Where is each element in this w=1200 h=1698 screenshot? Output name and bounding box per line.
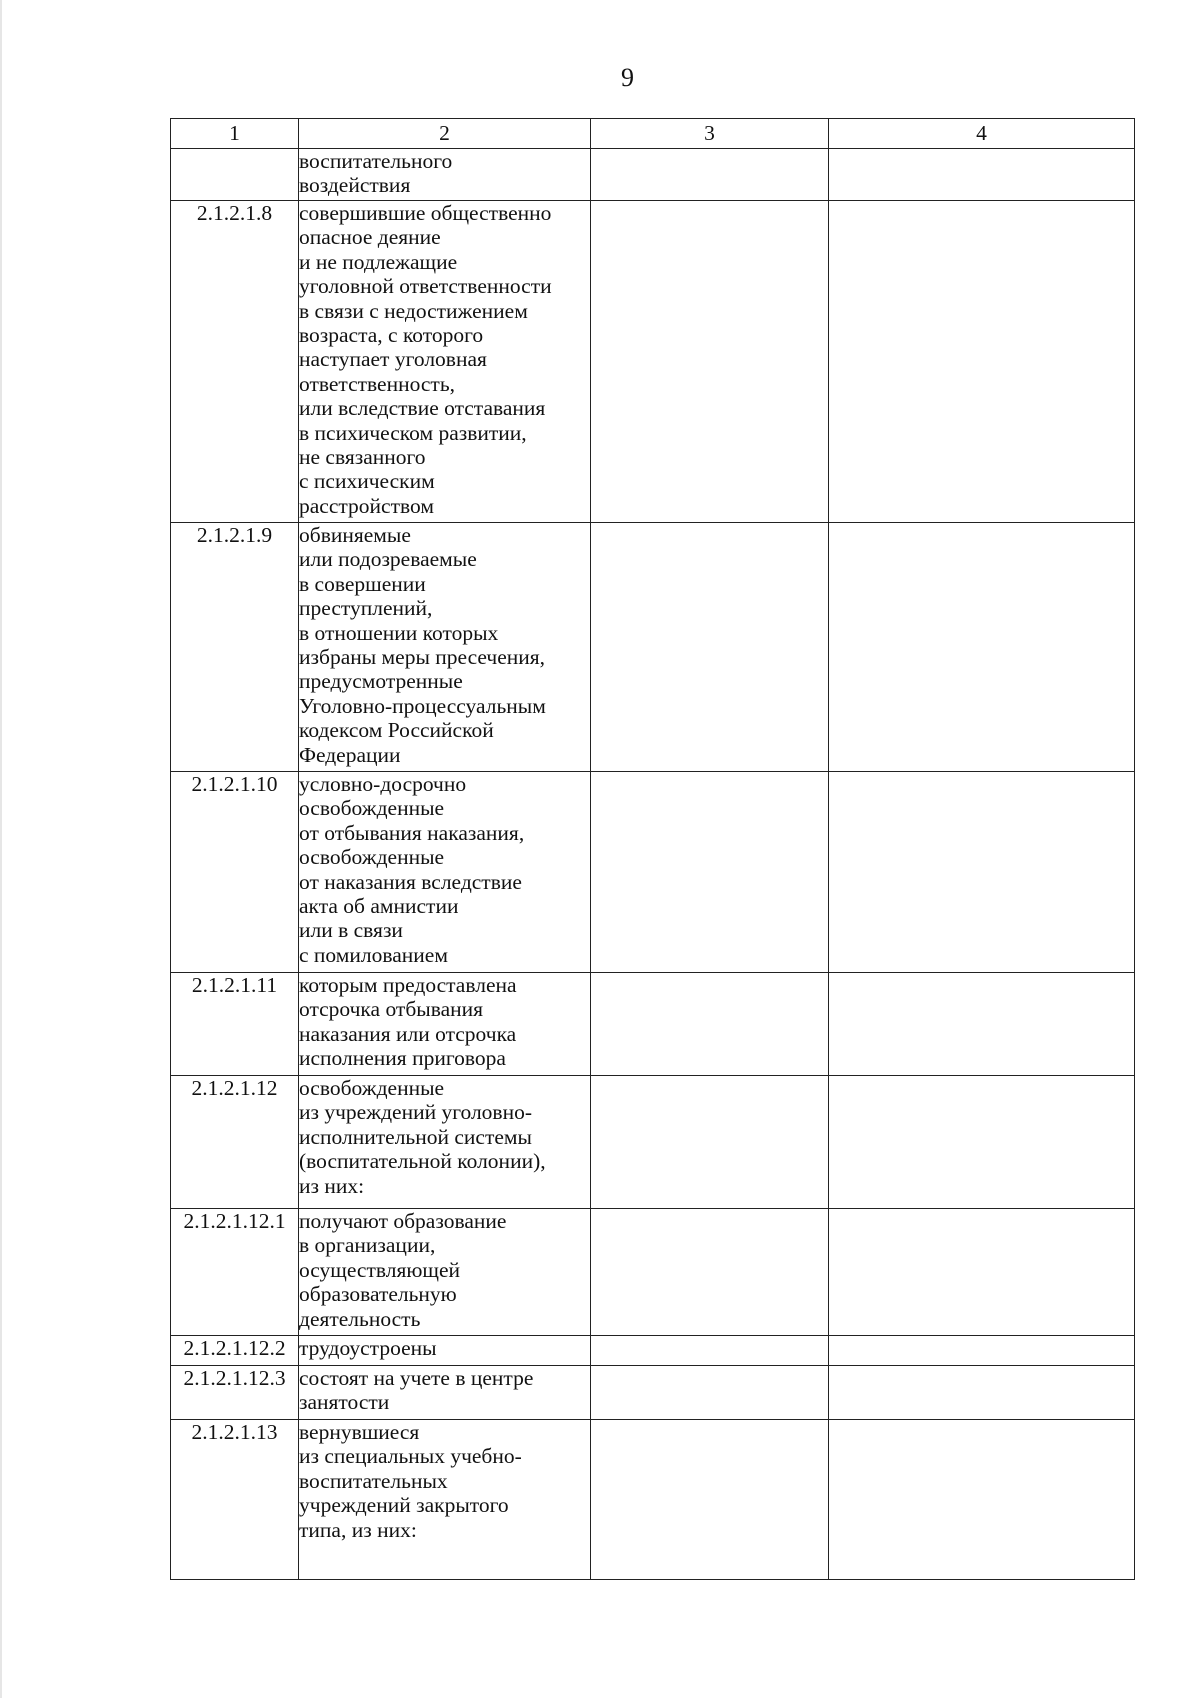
table-row [171,1209,1135,1336]
row-description: состоят на учете в центре занятости [299,1366,591,1420]
row-col-3 [591,1420,829,1580]
row-col-4 [829,1420,1135,1580]
table-row [171,772,1135,973]
row-number: 2.1.2.1.12.1 [171,1209,299,1336]
row-number: 2.1.2.1.12 [171,1076,299,1209]
header-col-2: 2 [299,119,591,149]
row-col-3 [591,201,829,523]
row-number [171,149,299,201]
document-table [170,118,1135,1580]
row-number: 2.1.2.1.12.3 [171,1366,299,1420]
row-description: получают образование в организации, осуществляющей образовательную деятельность [299,1209,591,1336]
row-col-4 [829,1209,1135,1336]
page-number: 9 [621,63,634,92]
row-number: 2.1.2.1.13 [171,1420,299,1580]
row-number: 2.1.2.1.8 [171,201,299,523]
row-description: условно-досрочно освобожденные от отбывания наказания, освобожденные от наказания вследствие акта об амнистии или в связи с помилованием [299,772,591,973]
row-col-3 [591,1366,829,1420]
row-col-3 [591,973,829,1076]
row-col-4 [829,1076,1135,1209]
header-col-3: 3 [591,119,829,149]
row-col-3 [591,1336,829,1366]
row-number: 2.1.2.1.10 [171,772,299,973]
table-row [171,201,1135,523]
row-number: 2.1.2.1.9 [171,523,299,772]
row-description: обвиняемые или подозреваемые в совершении преступлений, в отношении которых избраны меры пресечения, предусмотренные Уголовно-процессуальным кодексом Российской Федерации [299,523,591,772]
row-col-4 [829,772,1135,973]
table-row [171,523,1135,772]
row-description: которым предоставлена отсрочка отбывания наказания или отсрочка исполнения приговора [299,973,591,1076]
row-col-4 [829,1366,1135,1420]
row-col-4 [829,201,1135,523]
row-col-3 [591,149,829,201]
row-description: воспитательного воздействия [299,149,591,201]
row-col-4 [829,973,1135,1076]
table-row [171,1076,1135,1209]
table-row [171,1366,1135,1420]
table-row [171,973,1135,1076]
row-description: совершившие общественно опасное деяние и не подлежащие уголовной ответственности в связи с недостижением возраста, с которого наступает уголовная ответственность, или вследствие отставания в психическом развитии, не связанного с психическим расстройством [299,201,591,523]
row-col-3 [591,523,829,772]
table-row [171,149,1135,201]
row-description: освобожденные из учреждений уголовно- исполнительной системы (воспитательной колонии), из них: [299,1076,591,1209]
row-description: вернувшиеся из специальных учебно- воспитательных учреждений закрытого типа, из них: [299,1420,591,1580]
row-col-4 [829,523,1135,772]
row-description: трудоустроены [299,1336,591,1366]
table-row [171,1420,1135,1580]
row-number: 2.1.2.1.11 [171,973,299,1076]
scan-edge [0,0,2,1698]
table-header-row [171,119,1135,149]
header-col-1: 1 [171,119,299,149]
row-col-3 [591,772,829,973]
row-col-4 [829,1336,1135,1366]
header-col-4: 4 [829,119,1135,149]
row-col-3 [591,1209,829,1336]
row-number: 2.1.2.1.12.2 [171,1336,299,1366]
table-row [171,1336,1135,1366]
row-col-3 [591,1076,829,1209]
row-col-4 [829,149,1135,201]
